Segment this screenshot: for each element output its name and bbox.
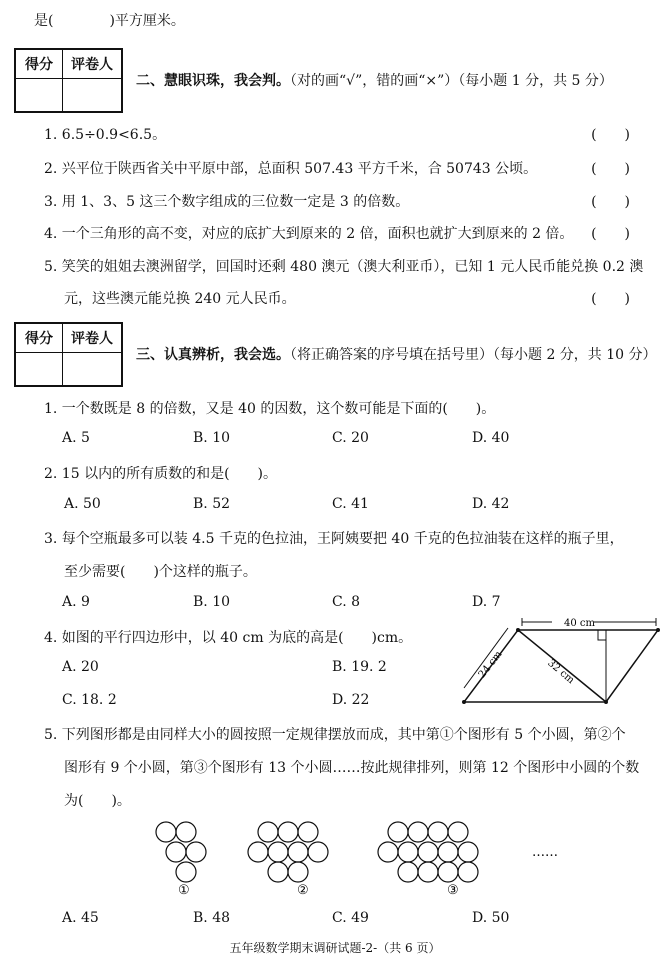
q2-option-c: C. 41 [332, 496, 369, 512]
small-circle [438, 842, 458, 862]
grader-label: 评卷人 [63, 324, 122, 353]
score-box-section-2 [14, 48, 123, 113]
choice-question-3-cont: 至少需要( )个这样的瓶子。 [64, 564, 257, 580]
judge-item-5: 5. 笑笑的姐姐去澳洲留学，回国时还剩 480 澳元（澳大利亚币），已知 1 元人民币能兑换 0.2 澳 [44, 259, 644, 275]
small-circle [438, 862, 458, 882]
small-circle [378, 842, 398, 862]
section-3-title: 三、认真辨析，我会选。 [136, 347, 290, 363]
q1-option-d: D. 40 [472, 430, 510, 446]
small-circle [268, 842, 288, 862]
section-2-header [136, 70, 613, 90]
parallelogram-figure [456, 618, 662, 710]
grader-cell[interactable] [63, 79, 122, 112]
q4-option-d: D. 22 [332, 692, 370, 708]
small-circle [258, 822, 278, 842]
q5-option-d: D. 50 [472, 910, 510, 926]
small-circle [398, 862, 418, 882]
grader-cell[interactable] [63, 353, 122, 386]
choice-question-1: 1. 一个数既是 8 的倍数，又是 40 的因数，这个数可能是下面的( )。 [44, 401, 496, 417]
choice-question-5-line1: 5. 下列图形都是由同样大小的圆按照一定规律摆放而成，其中第①个图形有 5 个小圆，第②个 [44, 727, 626, 743]
top-line: 是( )平方厘米。 [34, 13, 185, 29]
score-cell[interactable] [16, 79, 63, 112]
q2-option-b: B. 52 [193, 496, 231, 512]
answer-paren-4[interactable]: ( ) [591, 226, 630, 242]
small-circle [388, 822, 408, 842]
circle-pattern-figure [150, 812, 570, 898]
small-circle [248, 842, 268, 862]
small-circle [408, 822, 428, 842]
small-circle [288, 862, 308, 882]
score-box-section-3 [14, 322, 123, 387]
small-circle [186, 842, 206, 862]
choice-question-2: 2. 15 以内的所有质数的和是( )。 [44, 466, 277, 482]
small-circle [298, 822, 318, 842]
small-circle [458, 862, 478, 882]
small-circle [156, 822, 176, 842]
q4-option-c: C. 18. 2 [62, 692, 117, 708]
q5-option-a: A. 45 [62, 910, 99, 926]
section-2-title: 二、慧眼识珠，我会判。 [136, 73, 290, 89]
section-3-header [136, 344, 657, 364]
fig-label-left: 24 cm [476, 649, 505, 681]
fig-label-diag: 32 cm [545, 657, 577, 687]
small-circle [458, 842, 478, 862]
choice-question-4: 4. 如图的平行四边形中，以 40 cm 为底的高是( )cm。 [44, 630, 413, 646]
small-circle [278, 822, 298, 842]
pattern-ellipsis: …… [532, 845, 558, 860]
answer-paren-1[interactable]: ( ) [591, 127, 630, 143]
section-2-note: （对的画“√”，错的画“×”）（每小题 1 分，共 5 分） [290, 73, 613, 89]
small-circle [418, 842, 438, 862]
pattern-label-3: ③ [447, 883, 459, 898]
judge-item-4: 4. 一个三角形的高不变，对应的底扩大到原来的 2 倍，面积也就扩大到原来的 2 倍。 [44, 226, 574, 242]
section-3-note: （将正确答案的序号填在括号里）（每小题 2 分，共 10 分） [290, 347, 657, 363]
small-circle [176, 862, 196, 882]
answer-paren-5[interactable]: ( ) [591, 291, 630, 307]
q2-option-d: D. 42 [472, 496, 510, 512]
judge-item-5-cont: 元，这些澳元能兑换 240 元人民币。 [64, 291, 296, 307]
small-circle [448, 822, 468, 842]
fig-label-top: 40 cm [564, 618, 595, 629]
answer-paren-3[interactable]: ( ) [591, 194, 630, 210]
small-circle [308, 842, 328, 862]
score-cell[interactable] [16, 353, 63, 386]
q2-option-a: A. 50 [64, 496, 101, 512]
pattern-label-2: ② [297, 883, 309, 898]
small-circle [398, 842, 418, 862]
pattern-label-1: ① [178, 883, 190, 898]
small-circle [166, 842, 186, 862]
q3-option-a: A. 9 [62, 594, 90, 610]
judge-item-2: 2. 兴平位于陕西省关中平原中部，总面积 507.43 平方千米，合 50743 公顷。 [44, 161, 538, 177]
q5-option-c: C. 49 [332, 910, 369, 926]
page-footer: 五年级数学期末调研试题-2-（共 6 页） [229, 941, 441, 955]
judge-item-1: 1. 6.5÷0.9<6.5。 [44, 127, 167, 143]
q1-option-a: A. 5 [62, 430, 90, 446]
choice-question-3: 3. 每个空瓶最多可以装 4.5 千克的色拉油，王阿姨要把 40 千克的色拉油装在这样的瓶子里， [44, 531, 624, 547]
q5-option-b: B. 48 [193, 910, 231, 926]
judge-item-3: 3. 用 1、3、5 这三个数字组成的三位数一定是 3 的倍数。 [44, 194, 410, 210]
small-circle [268, 862, 288, 882]
q1-option-b: B. 10 [193, 430, 231, 446]
q4-option-b: B. 19. 2 [332, 659, 387, 675]
q4-option-a: A. 20 [62, 659, 99, 675]
small-circle [176, 822, 196, 842]
grader-label: 评卷人 [63, 50, 122, 79]
q3-option-b: B. 10 [193, 594, 231, 610]
q3-option-c: C. 8 [332, 594, 361, 610]
q1-option-c: C. 20 [332, 430, 369, 446]
q3-option-d: D. 7 [472, 594, 501, 610]
score-label: 得分 [16, 324, 63, 353]
small-circle [418, 862, 438, 882]
small-circle [428, 822, 448, 842]
choice-question-5-line3: 为( )。 [64, 793, 131, 809]
answer-paren-2[interactable]: ( ) [591, 161, 630, 177]
score-label: 得分 [16, 50, 63, 79]
choice-question-5-line2: 图形有 9 个小圆，第③个图形有 13 个小圆……按此规律排列，则第 12 个图形中小圆的个数 [64, 760, 640, 776]
small-circle [288, 842, 308, 862]
